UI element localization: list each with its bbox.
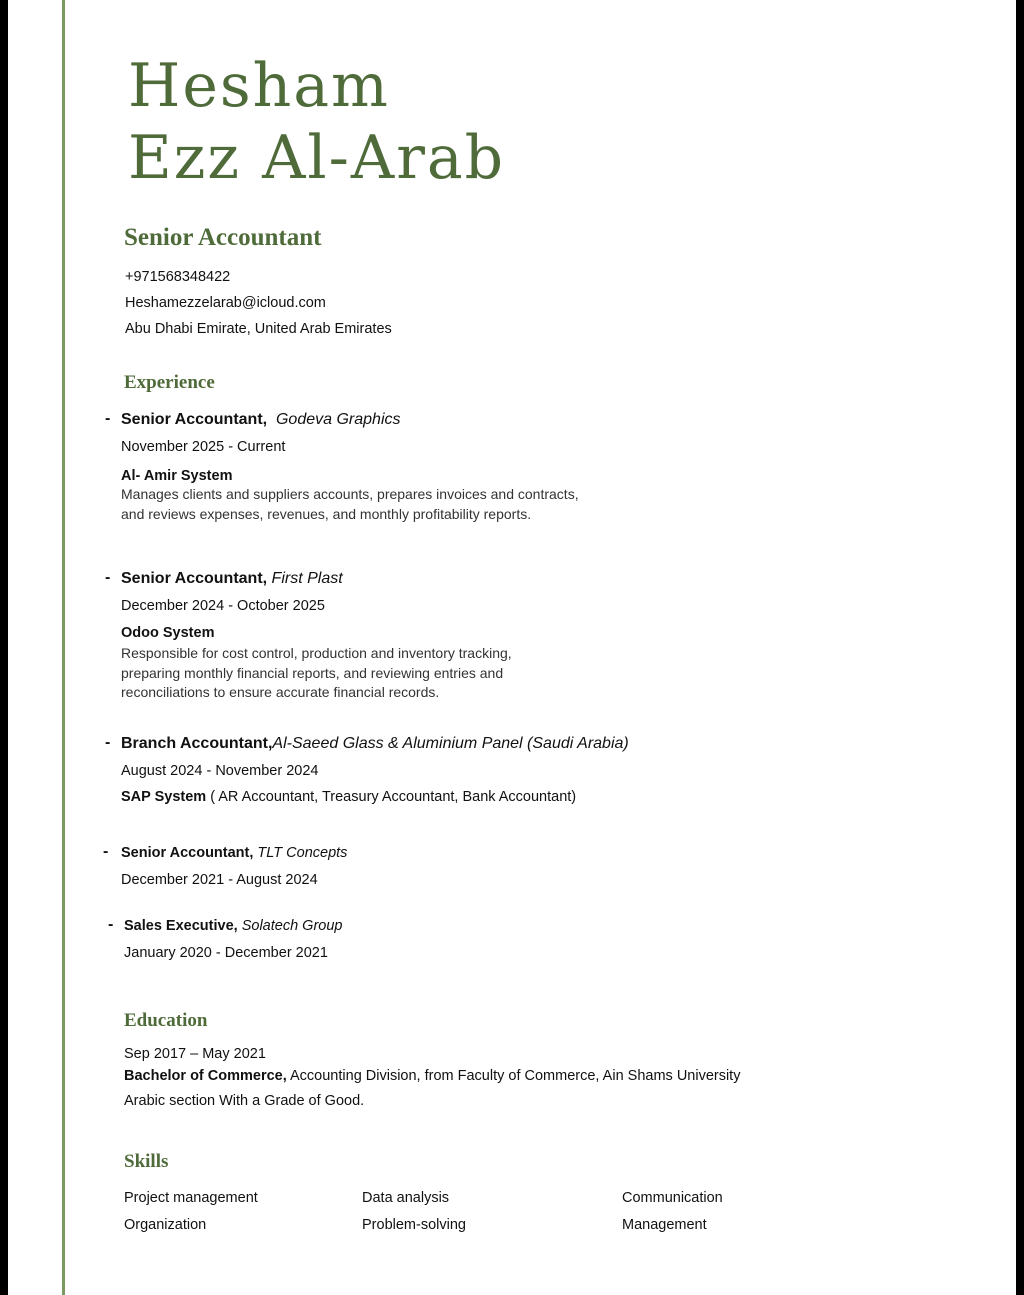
contact-info	[125, 267, 392, 345]
skills-heading: Skills	[124, 1151, 169, 1172]
position-dates: August 2024 - November 2024	[121, 763, 319, 779]
experience-item	[103, 843, 348, 889]
skill-item: Communication	[622, 1190, 723, 1206]
position-title: Branch Accountant,	[121, 735, 273, 752]
candidate-name	[128, 50, 505, 194]
skills-list	[124, 1188, 824, 1235]
position	[124, 916, 342, 936]
education-note: Arabic section With a Grade of Good.	[124, 1093, 365, 1109]
company: TLT Concepts	[257, 845, 348, 861]
position-system: Al- Amir System	[121, 468, 233, 484]
first-name: Hesham	[128, 51, 390, 121]
company: Solatech Group	[241, 918, 343, 934]
company: First Plast	[271, 570, 343, 587]
experience-heading: Experience	[124, 372, 215, 393]
skill-item: Management	[622, 1217, 707, 1233]
position	[121, 734, 629, 754]
accent-rule	[62, 0, 65, 1295]
skill-item: Data analysis	[362, 1190, 450, 1206]
experience-item	[108, 916, 343, 962]
skill-item: Problem-solving	[362, 1217, 466, 1233]
position-dates: November 2025 - Current	[121, 439, 286, 455]
bullet: -	[103, 843, 109, 860]
company: Godeva Graphics	[275, 411, 401, 428]
last-name: Ezz Al-Arab	[128, 123, 506, 193]
position	[121, 569, 512, 589]
position-description: Manages clients and suppliers accounts, prepares invoices and contracts, and reviews expenses, revenues, and monthly profitability reports.	[121, 486, 579, 522]
position	[121, 843, 347, 863]
company: Al-Saeed Glass & Aluminium Panel (Saudi Arabia)	[272, 735, 629, 752]
skill-item: Project management	[124, 1190, 258, 1206]
position-system: SAP System	[121, 789, 207, 805]
phone: +971568348422	[125, 269, 231, 285]
position-system-detail: ( AR Accountant, Treasury Accountant, Bank Accountant)	[206, 789, 577, 805]
job-title: Senior Accountant	[124, 224, 322, 251]
position-title: Senior Accountant,	[121, 411, 268, 428]
education-heading: Education	[124, 1010, 208, 1031]
experience-item	[105, 410, 579, 524]
experience-item	[105, 734, 629, 806]
education-degree-line	[124, 1066, 740, 1086]
position-system: Odoo System	[121, 625, 215, 641]
email: Heshamezzelarab@icloud.com	[125, 295, 326, 311]
position	[121, 410, 579, 430]
skill-item: Organization	[124, 1217, 207, 1233]
position-title: Sales Executive,	[124, 918, 238, 934]
position-dates: January 2020 - December 2021	[124, 945, 328, 961]
education-degree: Bachelor of Commerce,	[124, 1068, 287, 1084]
position-description: Responsible for cost control, production and inventory tracking, preparing monthly financial reports, and reviewing entries and reconciliations to ensure accurate financial records.	[121, 645, 512, 700]
education-detail: Accounting Division, from Faculty of Commerce, Ain Shams University	[286, 1068, 741, 1084]
education-item	[124, 1044, 740, 1111]
experience-item	[105, 569, 512, 703]
position-title: Senior Accountant,	[121, 570, 268, 587]
position-dates: December 2021 - August 2024	[121, 872, 318, 888]
bullet: -	[105, 410, 111, 427]
education-dates: Sep 2017 – May 2021	[124, 1046, 266, 1062]
location: Abu Dhabi Emirate, United Arab Emirates	[125, 321, 392, 337]
bullet: -	[108, 916, 114, 933]
bullet: -	[105, 734, 111, 751]
position-dates: December 2024 - October 2025	[121, 598, 325, 614]
position-system-line	[121, 788, 629, 806]
bullet: -	[105, 569, 111, 586]
position-title: Senior Accountant,	[121, 845, 254, 861]
